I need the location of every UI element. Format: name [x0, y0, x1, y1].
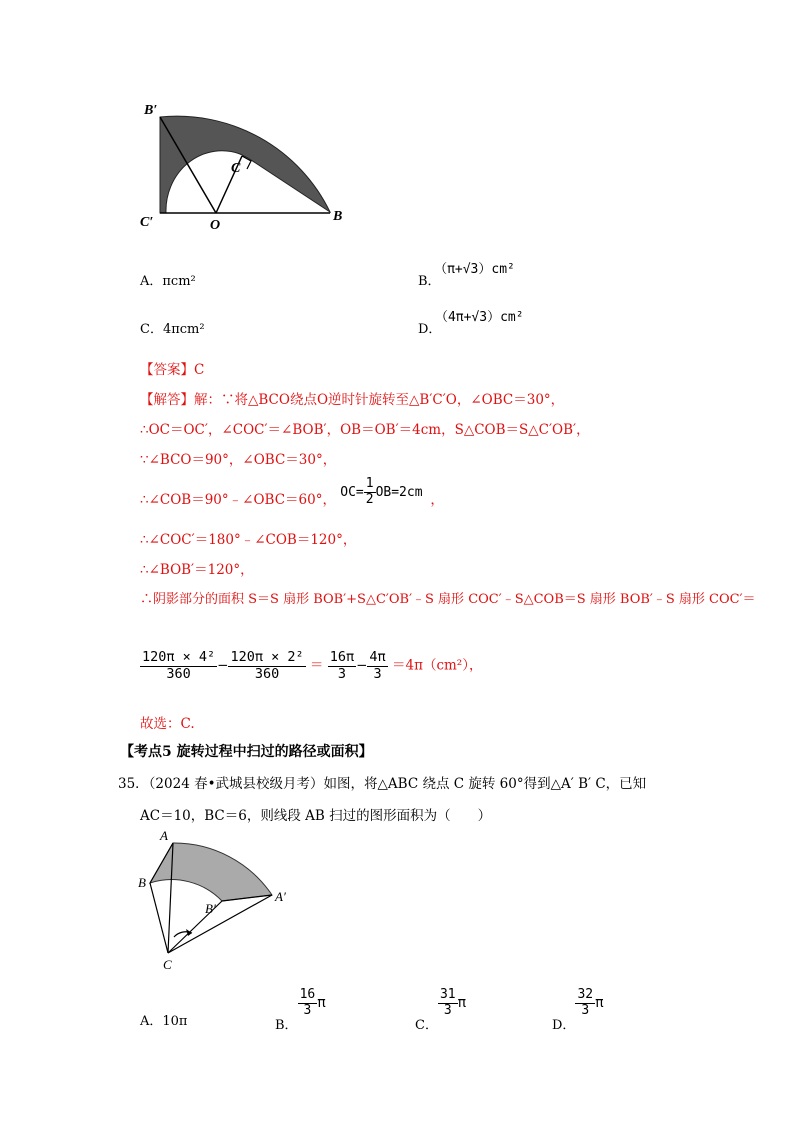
solution-line-6: ∴∠BOB′＝120°， [140, 562, 254, 578]
section-heading: 【考点5 旋转过程中扫过的路径或面积】 [120, 744, 373, 760]
q35-option-c[interactable]: C． $\frac{31}{3}$ π [415, 987, 467, 1033]
solution-line-7: ∴阴影部分的面积 S＝S 扇形 BOB′+S△C′OB′﹣S 扇形 COC′﹣S△COB＝S 扇形 BOB′﹣S 扇形 COC′＝ [140, 592, 756, 607]
fraction-2: $\frac{\text{120π × 2²}}{360}$ [230, 649, 304, 682]
figure-shaded-sector [130, 90, 360, 240]
label-b-prime: B′ [205, 901, 216, 916]
option-b[interactable] [418, 258, 515, 289]
option-letter: C． [140, 322, 163, 337]
question-35-line-2: AC＝10，BC＝6，则线段 AB 扫过的图形面积为（ ） [140, 808, 492, 824]
solution-line-5: ∴∠COC′＝180°﹣∠COB＝120°， [140, 532, 357, 548]
q35-option-a[interactable]: A．10π [140, 1014, 188, 1029]
shaded-region [160, 116, 330, 213]
solution-line-2: ∴OC＝OC′，∠COC′＝∠BOB′，OB＝OB′＝4cm，S△COB＝S△C′OB′， [140, 422, 590, 438]
figure-rotation [130, 825, 300, 975]
segment-bc [150, 883, 168, 953]
fraction-3: $\frac{16\pi}{3}$ [329, 649, 355, 682]
label-c: C [163, 957, 172, 972]
option-letter: A． [140, 274, 163, 289]
solution-line-4-text: ∴∠COB＝90°﹣∠OBC＝60°， [140, 491, 336, 508]
label-o: O [210, 218, 221, 233]
fraction-4: $\frac{4\pi}{3}$ [369, 649, 386, 682]
area-computation: $\frac{\text{120π × 4²}}{360}$ − $\frac{\text{120π × 2²}}{360}$ ＝ $\frac{16\pi}{3}$ − $\frac{4\pi}{3}$ ＝4π（cm²）， [142, 649, 483, 682]
oc-formula: OC= $\frac{1}{2}$ OB=2cm [340, 476, 423, 507]
fraction-1: $\frac{\text{120π × 4²}}{360}$ [142, 649, 216, 682]
solution-line-1: 【解答】解：∵将△BCO绕点O逆时针旋转至△B′C′O，∠OBC＝30°， [140, 392, 565, 408]
option-text: （π+√3）cm² [440, 262, 515, 277]
label-a-prime: A′ [275, 889, 286, 904]
label-c: C [231, 161, 241, 176]
solution-line-4: ∴∠COB＝90°﹣∠OBC＝60°， OC= $\frac{1}{2}$ OB=2cm ， [140, 476, 444, 508]
label-b: B [333, 209, 343, 224]
label-b-prime: B′ [144, 103, 158, 118]
result: ＝4π（cm²）， [391, 657, 483, 674]
option-text: （4π+√3）cm² [441, 310, 524, 325]
label-c-prime: C′ [140, 215, 154, 230]
option-text: 4πcm² [162, 322, 205, 337]
label-a: A [160, 828, 168, 843]
option-c[interactable] [140, 318, 205, 337]
option-d[interactable] [418, 306, 524, 337]
option-letter: D． [418, 322, 442, 337]
option-a[interactable] [140, 270, 196, 289]
option-letter: B． [418, 274, 441, 289]
q35-option-d[interactable]: D． $\frac{32}{3}$ π [552, 987, 604, 1033]
q35-option-b[interactable]: B． $\frac{16}{3}$ π [275, 987, 326, 1033]
label-b: B [138, 875, 146, 890]
choose-line: 故选：C. [140, 716, 195, 732]
answer-label: 【答案】C [140, 362, 205, 378]
solution-line-3: ∵∠BCO＝90°，∠OBC＝30°， [140, 452, 337, 468]
option-text: πcm² [162, 274, 196, 289]
question-35-line-1: 35．（2024 春•武城县校级月考）如图，将△ABC 绕点 C 旋转 60°得到△A′ B′ C，已知 [118, 776, 647, 792]
